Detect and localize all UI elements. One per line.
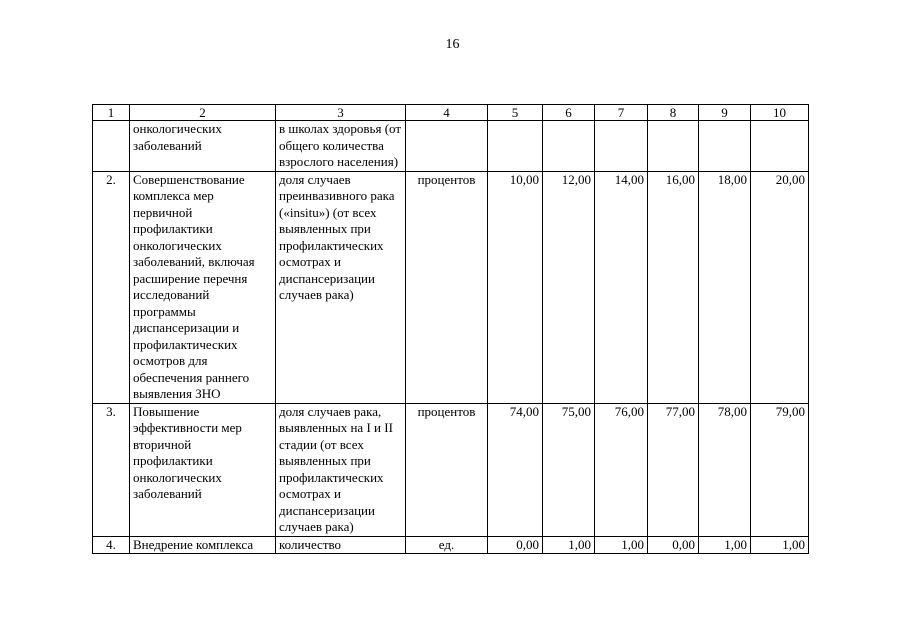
header-cell: 4 bbox=[406, 105, 488, 121]
header-cell: 7 bbox=[595, 105, 648, 121]
header-cell: 3 bbox=[276, 105, 406, 121]
event-cell: Внедрение комплекса bbox=[130, 536, 276, 554]
indicator-cell: в школах здоровья (от общего количества взрослого населения) bbox=[276, 121, 406, 172]
value-cell bbox=[595, 121, 648, 172]
event-cell: онкологических заболеваний bbox=[130, 121, 276, 172]
header-cell: 1 bbox=[93, 105, 130, 121]
unit-cell: процентов bbox=[406, 171, 488, 403]
indicator-cell: доля случаев преинвазивного рака («insitu») (от всех выявленных при профилактических осмотрах и диспансеризации случаев рака) bbox=[276, 171, 406, 403]
page-number: 16 bbox=[445, 37, 460, 52]
value-cell: 1,00 bbox=[595, 536, 648, 554]
value-cell: 14,00 bbox=[595, 171, 648, 403]
unit-cell: процентов bbox=[406, 403, 488, 536]
value-cell: 78,00 bbox=[699, 403, 751, 536]
value-cell bbox=[751, 121, 809, 172]
value-cell: 1,00 bbox=[751, 536, 809, 554]
indicator-cell: количество bbox=[276, 536, 406, 554]
value-cell bbox=[648, 121, 699, 172]
value-cell: 1,00 bbox=[699, 536, 751, 554]
value-cell: 18,00 bbox=[699, 171, 751, 403]
header-cell: 8 bbox=[648, 105, 699, 121]
header-cell: 9 bbox=[699, 105, 751, 121]
event-cell: Совершенствование комплекса мер первичной профилактики онкологических заболеваний, включая расширение перечня исследований программы диспансеризации и профилактических осмотров для обеспечения раннего выявления ЗНО bbox=[130, 171, 276, 403]
row-number bbox=[93, 121, 130, 172]
header-cell: 6 bbox=[543, 105, 595, 121]
row-number: 3. bbox=[93, 403, 130, 536]
value-cell: 1,00 bbox=[543, 536, 595, 554]
value-cell: 77,00 bbox=[648, 403, 699, 536]
value-cell: 10,00 bbox=[488, 171, 543, 403]
value-cell: 12,00 bbox=[543, 171, 595, 403]
table-header-row bbox=[93, 105, 809, 121]
value-cell bbox=[543, 121, 595, 172]
table-row bbox=[93, 536, 809, 554]
value-cell: 74,00 bbox=[488, 403, 543, 536]
unit-cell bbox=[406, 121, 488, 172]
table-row bbox=[93, 121, 809, 172]
row-number: 4. bbox=[93, 536, 130, 554]
header-cell: 10 bbox=[751, 105, 809, 121]
indicator-cell: доля случаев рака, выявленных на I и II стадии (от всех выявленных при профилактических осмотрах и диспансеризации случаев рака) bbox=[276, 403, 406, 536]
value-cell: 75,00 bbox=[543, 403, 595, 536]
value-cell: 79,00 bbox=[751, 403, 809, 536]
header-cell: 2 bbox=[130, 105, 276, 121]
event-cell: Повышение эффективности мер вторичной профилактики онкологических заболеваний bbox=[130, 403, 276, 536]
table-row bbox=[93, 171, 809, 403]
value-cell: 16,00 bbox=[648, 171, 699, 403]
indicators-table bbox=[92, 104, 809, 554]
header-cell: 5 bbox=[488, 105, 543, 121]
row-number: 2. bbox=[93, 171, 130, 403]
value-cell: 20,00 bbox=[751, 171, 809, 403]
unit-cell: ед. bbox=[406, 536, 488, 554]
value-cell: 0,00 bbox=[648, 536, 699, 554]
value-cell bbox=[488, 121, 543, 172]
value-cell: 0,00 bbox=[488, 536, 543, 554]
table-row bbox=[93, 403, 809, 536]
value-cell: 76,00 bbox=[595, 403, 648, 536]
value-cell bbox=[699, 121, 751, 172]
